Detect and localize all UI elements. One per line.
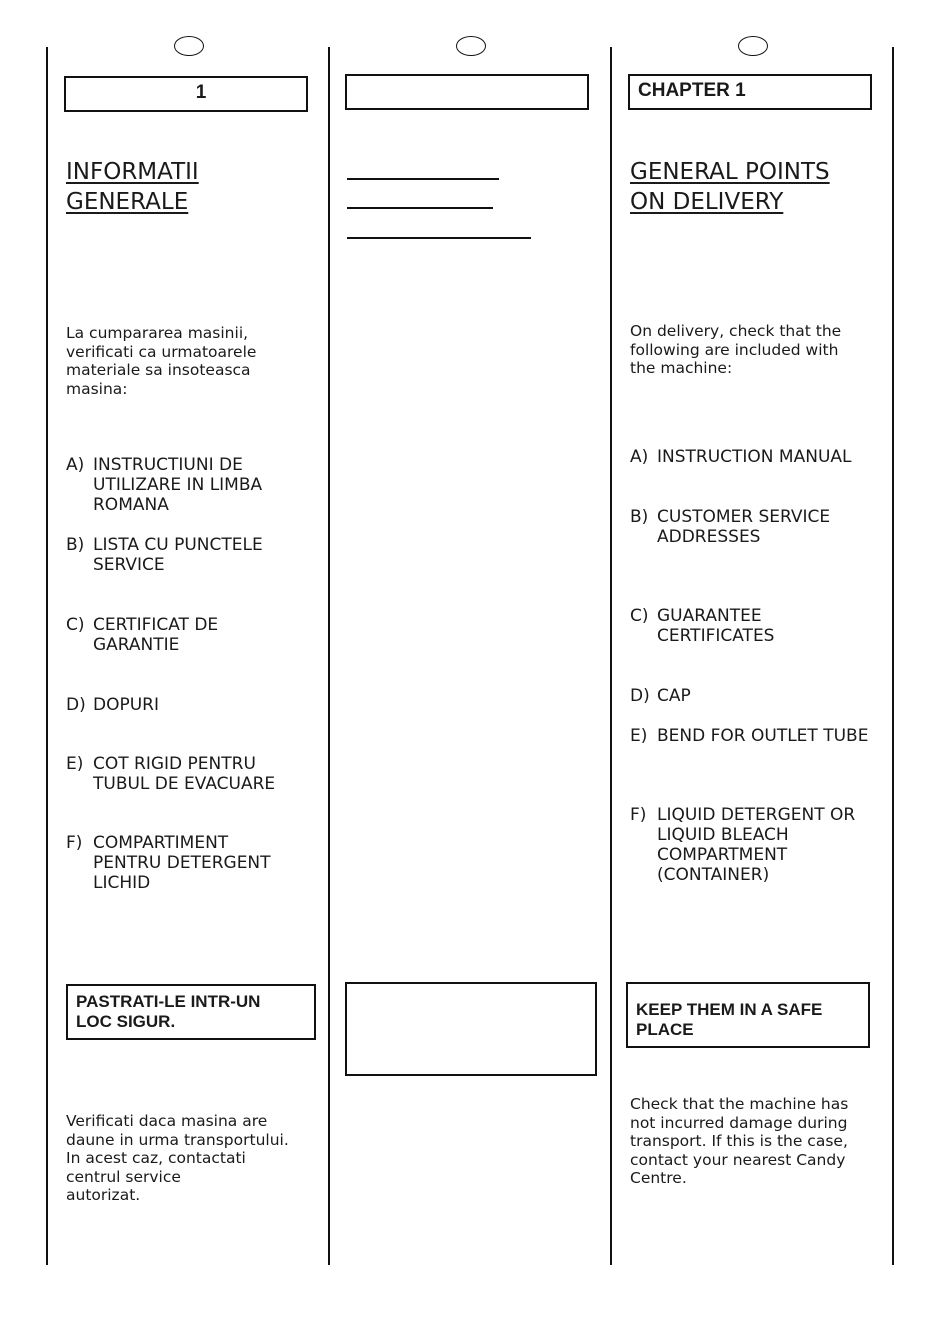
heading-ro-line-2: GENERALE	[66, 189, 189, 215]
damage-check-ro	[66, 1112, 289, 1205]
item-label: F)	[66, 833, 83, 853]
list-item-en-e	[630, 726, 868, 746]
item-line: COT RIGID PENTRU	[93, 754, 256, 774]
damage-check-line: autorizat.	[66, 1186, 141, 1204]
item-line: INSTRUCTION MANUAL	[657, 447, 852, 467]
item-line: LIQUID DETERGENT OR	[657, 805, 856, 825]
heading-mid-rule-3	[347, 237, 531, 239]
item-line: COMPARTMENT	[657, 845, 788, 865]
intro-ro-line: masina:	[66, 379, 128, 398]
language-indicator-en	[738, 36, 768, 56]
item-line: CERTIFICATES	[657, 626, 775, 646]
item-line: SERVICE	[93, 555, 165, 575]
list-item-ro-a	[66, 455, 262, 515]
keep-safe-line: KEEP THEM IN A SAFE	[636, 1000, 823, 1019]
item-line: CERTIFICAT DE	[93, 615, 219, 635]
item-label: A)	[66, 455, 85, 475]
keep-safe-line: PLACE	[636, 1020, 694, 1039]
item-line: GARANTIE	[93, 635, 180, 655]
item-line: CUSTOMER SERVICE	[657, 507, 831, 527]
column-rule-middle-left	[328, 47, 330, 1265]
damage-check-line: In acest caz, contactati	[66, 1149, 246, 1167]
intro-en-line: the machine:	[630, 359, 733, 377]
item-label: A)	[630, 447, 649, 467]
item-line: LICHID	[93, 873, 151, 893]
damage-check-line: Verificati daca masina are	[66, 1112, 268, 1130]
intro-ro	[66, 324, 256, 398]
intro-en-line: following are included with	[630, 340, 839, 359]
list-item-ro-b	[66, 535, 263, 575]
list-item-ro-c	[66, 615, 218, 655]
damage-check-line: daune in urma transportului.	[66, 1130, 289, 1149]
language-indicator-mid	[456, 36, 486, 56]
list-item-en-f	[630, 805, 855, 885]
damage-check-line: transport. If this is the case,	[630, 1132, 848, 1150]
heading-mid-rule-2	[347, 207, 493, 209]
item-line: LIQUID BLEACH	[657, 825, 789, 845]
intro-ro-line: materiale sa insoteasca	[66, 361, 251, 379]
heading-ro	[66, 157, 199, 217]
item-line: TUBUL DE EVACUARE	[93, 774, 276, 794]
list-item-en-b	[630, 507, 830, 547]
item-line: LISTA CU PUNCTELE	[93, 535, 263, 555]
chapter-box-ro	[64, 76, 308, 112]
list-item-ro-e	[66, 754, 275, 794]
column-rule-middle-right	[610, 47, 612, 1265]
item-label: B)	[630, 507, 649, 527]
keep-safe-box-en	[626, 982, 870, 1048]
item-line: DOPURI	[93, 695, 159, 715]
keep-safe-line: LOC SIGUR.	[76, 1012, 176, 1031]
item-label: C)	[630, 606, 649, 626]
item-line: ADDRESSES	[657, 527, 761, 547]
list-item-ro-f	[66, 833, 271, 893]
item-line: GUARANTEE	[657, 606, 762, 626]
damage-check-line: contact your nearest Candy	[630, 1150, 846, 1169]
heading-mid-rule-1	[347, 178, 499, 180]
heading-ro-line-1: INFORMATII	[66, 159, 199, 185]
chapter-label-en: CHAPTER 1	[638, 80, 746, 101]
heading-en-line-1: GENERAL POINTS	[630, 159, 830, 185]
intro-en-line: On delivery, check that the	[630, 322, 842, 340]
item-label: C)	[66, 615, 85, 635]
heading-en-line-2: ON DELIVERY	[630, 189, 784, 215]
intro-ro-line: La cumpararea masinii,	[66, 324, 249, 342]
damage-check-line: Check that the machine has	[630, 1095, 849, 1113]
damage-check-line: not incurred damage during	[630, 1113, 848, 1132]
item-line: UTILIZARE IN LIMBA	[93, 475, 263, 495]
item-line: ROMANA	[93, 495, 169, 515]
damage-check-en	[630, 1095, 848, 1188]
item-line: BEND FOR OUTLET TUBE	[657, 726, 869, 746]
heading-en	[630, 157, 830, 217]
item-label: D)	[630, 686, 650, 706]
keep-safe-line: PASTRATI-LE INTR-UN	[76, 992, 261, 1011]
list-item-en-d	[630, 686, 691, 706]
item-line: INSTRUCTIUNI DE	[93, 455, 243, 475]
item-label: B)	[66, 535, 85, 555]
damage-check-line: Centre.	[630, 1169, 687, 1187]
list-item-en-a	[630, 447, 852, 467]
item-label: D)	[66, 695, 86, 715]
item-label: E)	[66, 754, 84, 774]
list-item-en-c	[630, 606, 774, 646]
chapter-box-mid	[345, 74, 589, 110]
item-line: (CONTAINER)	[657, 865, 770, 885]
item-label: F)	[630, 805, 647, 825]
damage-check-line: centrul service	[66, 1167, 181, 1186]
chapter-box-en	[628, 74, 872, 110]
list-item-ro-d	[66, 695, 159, 715]
language-indicator-ro	[174, 36, 204, 56]
keep-safe-box-mid	[345, 982, 597, 1076]
column-rule-right	[892, 47, 894, 1265]
item-line: PENTRU DETERGENT	[93, 853, 271, 873]
column-rule-left	[46, 47, 48, 1265]
item-line: COMPARTIMENT	[93, 833, 229, 853]
item-line: CAP	[657, 686, 691, 706]
chapter-label-ro: 1	[195, 82, 207, 103]
item-label: E)	[630, 726, 648, 746]
keep-safe-box-ro	[66, 984, 316, 1040]
intro-ro-line: verificati ca urmatoarele	[66, 342, 257, 361]
intro-en	[630, 322, 841, 378]
